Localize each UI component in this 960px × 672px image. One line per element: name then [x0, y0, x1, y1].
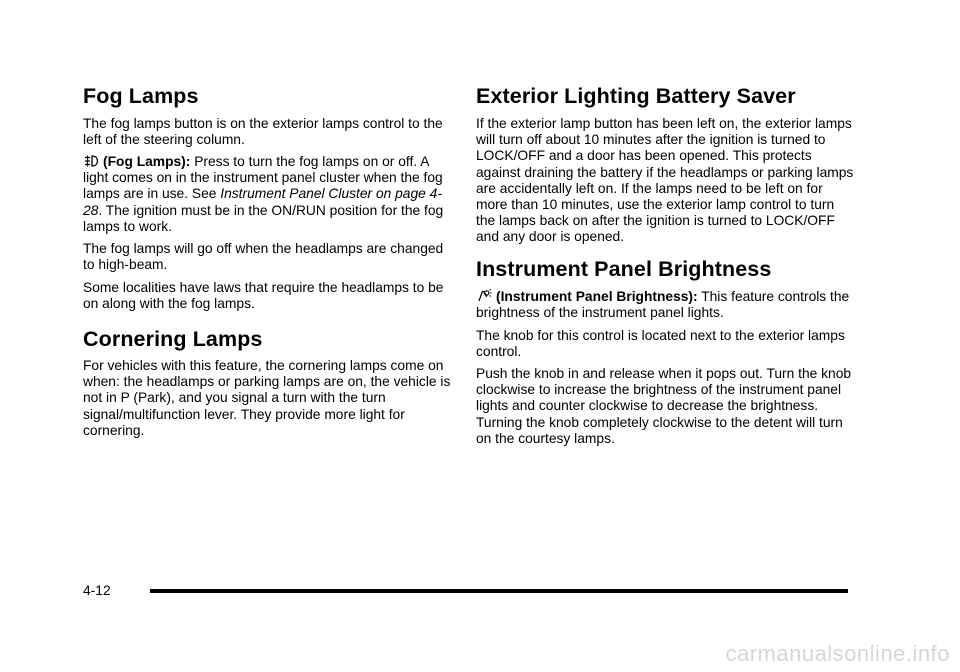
panel-brightness-knob-location: The knob for this control is located next to the exterior lamps control.: [476, 328, 845, 360]
panel-brightness-knob-usage: Push the knob in and release when it pops out. Turn the knob clockwise to increase the brightness of the instrument panel lights and counter clockwise to decrease the brightness. Turning the knob completely clockwise to the detent will turn on the courtesy lamps.: [476, 366, 852, 446]
instrument-panel-cluster-link[interactable]: Instrument Panel Cluster on page 4-28: [83, 186, 442, 218]
battery-saver-description: If the exterior lamp button has been left on, the exterior lamps will turn off about 10 minutes after the ignition is turned to LOCK/OFF and a door has been opened. This protects against draining the battery if the headlamps or parking lamps are accidentally left on. If the lamps need to be left on for more than 10 minutes, use the exterior lamp control to turn the lamps back on after the ignition is turned to LOCK/OFF and any door is opened.: [476, 116, 854, 245]
fog-lamps-text-b: . The ignition must be in the ON/RUN position for the fog lamps to work.: [83, 202, 444, 234]
page-number: 4-12: [83, 583, 111, 598]
fog-lamps-highbeam-note: The fog lamps will go off when the headlamps are changed to high-beam.: [83, 241, 444, 273]
cornering-lamps-heading: Cornering Lamps: [83, 327, 263, 351]
fog-lamps-heading: Fog Lamps: [83, 84, 199, 108]
fog-lamp-icon: [83, 154, 99, 168]
dimmer-icon: [476, 289, 492, 303]
fog-lamps-text-a: Press to turn the fog lamps on or off. A light comes on in the instrument panel cluster when the fog lamps are in use. See: [83, 154, 443, 202]
battery-saver-heading: Exterior Lighting Battery Saver: [476, 84, 796, 108]
watermark: carmanualsonline.info: [725, 641, 950, 666]
fog-lamps-description: [83, 154, 453, 235]
panel-brightness-text: This feature controls the brightness of the instrument panel lights.: [476, 289, 850, 321]
fog-lamps-laws-note: Some localities have laws that require the headlamps to be on along with the fog lamps.: [83, 280, 444, 312]
panel-brightness-description: [476, 289, 856, 321]
fog-lamps-intro: The fog lamps button is on the exterior lamps control to the left of the steering column.: [83, 116, 443, 148]
cornering-lamps-description: For vehicles with this feature, the cornering lamps come on when: the headlamps or parking lamps are on, the vehicle is not in P (Park), and you signal a turn with the turn signal/multifunction lever. They provide more light for cornering.: [83, 358, 451, 438]
fog-lamps-label: (Fog Lamps):: [103, 154, 191, 169]
panel-brightness-label: (Instrument Panel Brightness):: [496, 289, 698, 304]
panel-brightness-heading: Instrument Panel Brightness: [476, 257, 772, 281]
footer-rule: [150, 589, 848, 593]
